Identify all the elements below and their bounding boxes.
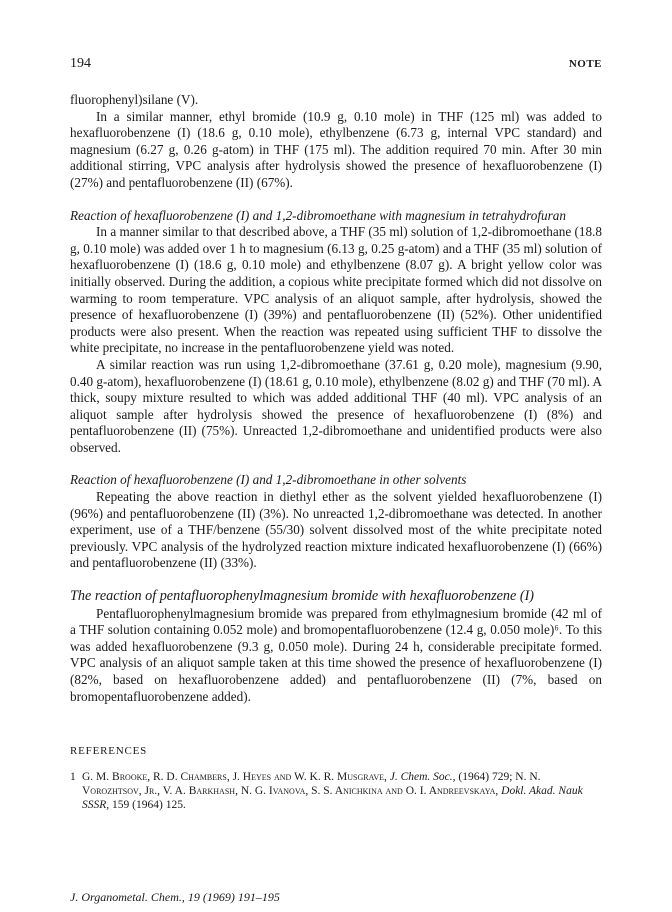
reference-citation: 159 (1964) 125.: [112, 798, 186, 811]
reference-journal: Dokl. Akad. Nauk SSSR,: [82, 784, 583, 811]
page: [70, 56, 602, 904]
section-title-pentafluorophenylmagnesium: The reaction of pentafluorophenylmagnesium bromide with hexafluorobenzene (I): [70, 588, 535, 605]
section-title-other-solvents: Reaction of hexafluorobenzene (I) and 1,2-dibromoethane in other solvents: [70, 472, 467, 488]
reference-authors: N. N. Vorozhtsov, Jr., V. A. Barkhash, N. G. Ivanova, S. S. Anichkina and O. I. Andreevskaya,: [82, 770, 541, 797]
reference-text: [82, 770, 602, 812]
paragraph-ethyl-bromide: In a similar manner, ethyl bromide (10.9 g, 0.10 mole) in THF (125 ml) was added to hexafluorobenzene (I) (18.6 g, 0.10 mole), ethylbenzene (6.73 g, internal VPC standard) and magnesium (6.27 g, 0.26 g-atom) in THF (175 ml). The addition required 70 min. After 30 min additional stirring, VPC analysis after hydrolysis showed the presence of hexafluorobenzene (I) (27%) and pentafluorobenzene (II) (67%).: [70, 108, 602, 190]
references-heading: REFERENCES: [70, 745, 148, 758]
reference-number: 1: [70, 770, 76, 783]
page-header: [70, 56, 602, 72]
section-title-dibromoethane-thf: Reaction of hexafluorobenzene (I) and 1,2-dibromoethane with magnesium in tetrahydrofuran: [70, 207, 566, 223]
paragraph-pentafluorophenylmagnesium: Pentafluorophenylmagnesium bromide was prepared from ethylmagnesium bromide (42 ml of a THF solution containing 0.052 mole) and bromopentafluorobenzene (12.4 g, 0.050 mole)⁶. To this was added hexafluorobenzene (9.3 g, 0.050 mole). During 24 h, considerable precipitate formed. VPC analysis of an aliquot sample taken at this time showed the presence of hexafluorobenzene (I) (82%, based on hexafluorobenzene added) and pentafluorobenzene (II) (7%, based on bromopentafluorobenzene added).: [70, 605, 602, 704]
page-number: 194: [70, 56, 91, 71]
reference-citation: (1964) 729;: [458, 770, 513, 783]
journal-footer: J. Organometal. Chem., 19 (1969) 191–195: [70, 890, 280, 904]
reference-journal: J. Chem. Soc.,: [389, 770, 456, 783]
paragraph-dibromoethane-1: In a manner similar to that described above, a THF (35 ml) solution of 1,2-dibromoethane (18.8 g, 0.10 mole) was added over 1 h to magnesium (6.13 g, 0.25 g-atom) and a THF (35 ml) solution of hexafluorobenzene (I) (18.6 g, 0.10 mole) and ethylbenzene (8.07 g). A bright yellow color was initially observed. During the addition, a copious white precipitate formed which did not dissolve on warming to room temperature. VPC analysis of an aliquot sample, after hydrolysis, showed the presence of hexafluorobenzene (I) (39%) and pentafluorobenzene (II) (52%). Other unidentified products were also present. When the reaction was repeated using sufficient THF to dissolve the white precipitate, no increase in the pentafluorobenzene yield was noted.: [70, 224, 602, 356]
paragraph-dibromoethane-2: A similar reaction was run using 1,2-dibromoethane (37.61 g, 0.20 mole), magnesium (9.90, 0.40 g-atom), hexafluorobenzene (I) (18.61 g, 0.10 mole), ethylbenzene (8.02 g) and THF (70 ml). A thick, soupy mixture resulted to which was added additional THF (40 ml). VPC analysis of an aliquot sample after hydrolysis showed the presence of hexafluorobenzene (I) (8%) and pentafluorobenzene (II) (75%). Unreacted 1,2-dibromoethane and unidentified products were also observed.: [70, 356, 602, 455]
paragraph-other-solvents: Repeating the above reaction in diethyl ether as the solvent yielded hexafluorobenzene (I) (96%) and pentafluorobenzene (II) (3%). No unreacted 1,2-dibromoethane was detected. In another experiment, use of a THF/benzene (55/30) solvent dissolved most of the white precipitate noted previously. VPC analysis of the hydrolyzed reaction mixture indicated hexafluorobenzene (I) (66%) and pentafluorobenzene (II) (33%).: [70, 489, 602, 571]
reference-item: [70, 770, 602, 812]
paragraph-continuation: fluorophenyl)silane (V).: [70, 92, 199, 107]
reference-authors: G. M. Brooke, R. D. Chambers, J. Heyes and W. K. R. Musgrave,: [82, 770, 387, 783]
running-head: NOTE: [568, 58, 602, 70]
